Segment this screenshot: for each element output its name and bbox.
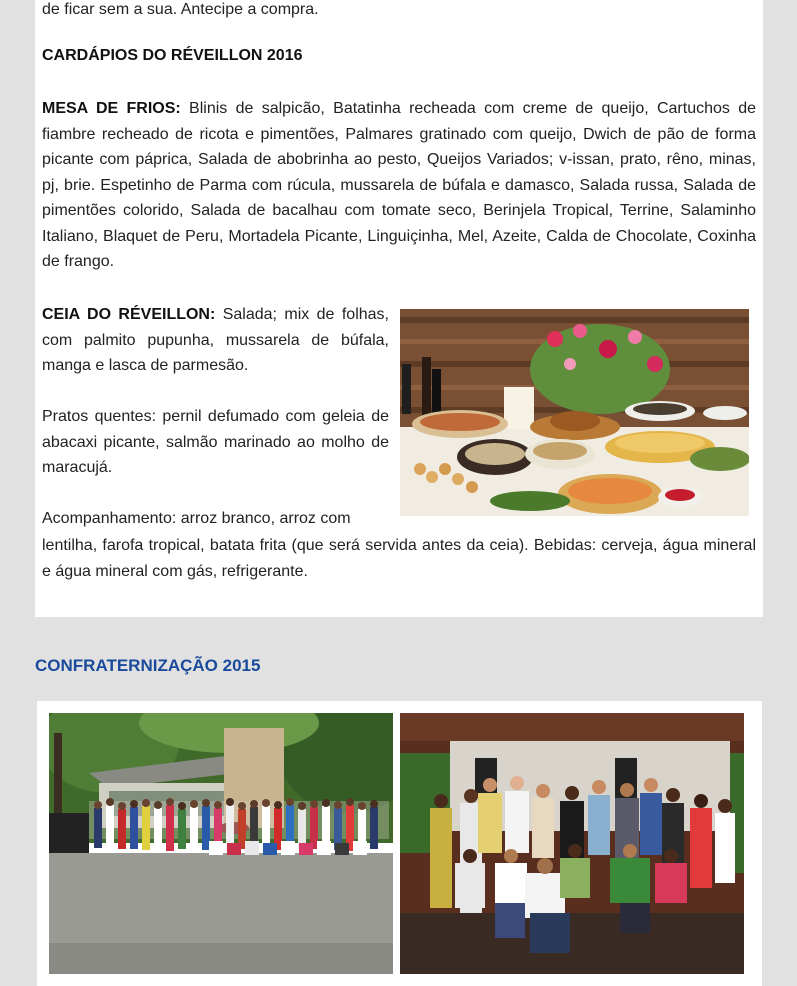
hot-dishes-paragraph: Pratos quentes: pernil defumado com geleia de abacaxi picante, salmão marinado ao molho de maracujá. [42, 408, 389, 476]
photo-gallery [37, 701, 762, 986]
group-photo-outdoor [49, 713, 393, 974]
group-photo-indoor [400, 713, 744, 974]
section-title: CONFRATERNIZAÇÃO 2015 [35, 656, 261, 675]
feast-photo [400, 309, 749, 516]
supper-column [42, 302, 389, 532]
supper-paragraph [42, 302, 389, 379]
cold-table-label: MESA DE FRIOS: [42, 100, 181, 117]
cold-table-text: Blinis de salpicão, Batatinha recheada com creme de queijo, Cartuchos de fiambre recheado de ricota e pimentões, Palmares gratinado com queijo, Dwich de pão de forma picante com páprica, Salada de abobrinha ao pesto, Queijos Variados; v-issan, prato, rêno, minas, pj, brie. Espetinho de Parma com rúcula, mussarela de búfala e damasco, Salada russa, Salada de pimentões colorido, Salada de bacalhau com tomate seco, Berinjela Tropical, Terrine, Salaminho Italiano, Blaquet de Peru, Mortadela Picante, Linguiçinha, Mel, Azeite, Calda de Chocolate, Coxinha de frango. [42, 100, 757, 270]
supper-text: Salada; mix de folhas, com palmito pupunha, mussarela de búfala, manga e lasca de parmesão. [42, 306, 389, 374]
cold-table-paragraph [42, 96, 756, 275]
side-dishes-paragraph: lentilha, farofa tropical, batata frita (que será servida antes da ceia). Bebidas: cerveja, água mineral e água mineral com gás, refrigerante. [42, 537, 756, 580]
supper-label: CEIA DO RÉVEILLON: [42, 306, 216, 323]
side-dishes-first-line: Acompanhamento: arroz branco, arroz com [42, 510, 351, 527]
intro-line: de ficar sem a sua. Antecipe a compra. [42, 1, 319, 18]
menu-heading: CARDÁPIOS DO RÉVEILLON 2016 [42, 47, 303, 64]
article-card [35, 0, 763, 617]
